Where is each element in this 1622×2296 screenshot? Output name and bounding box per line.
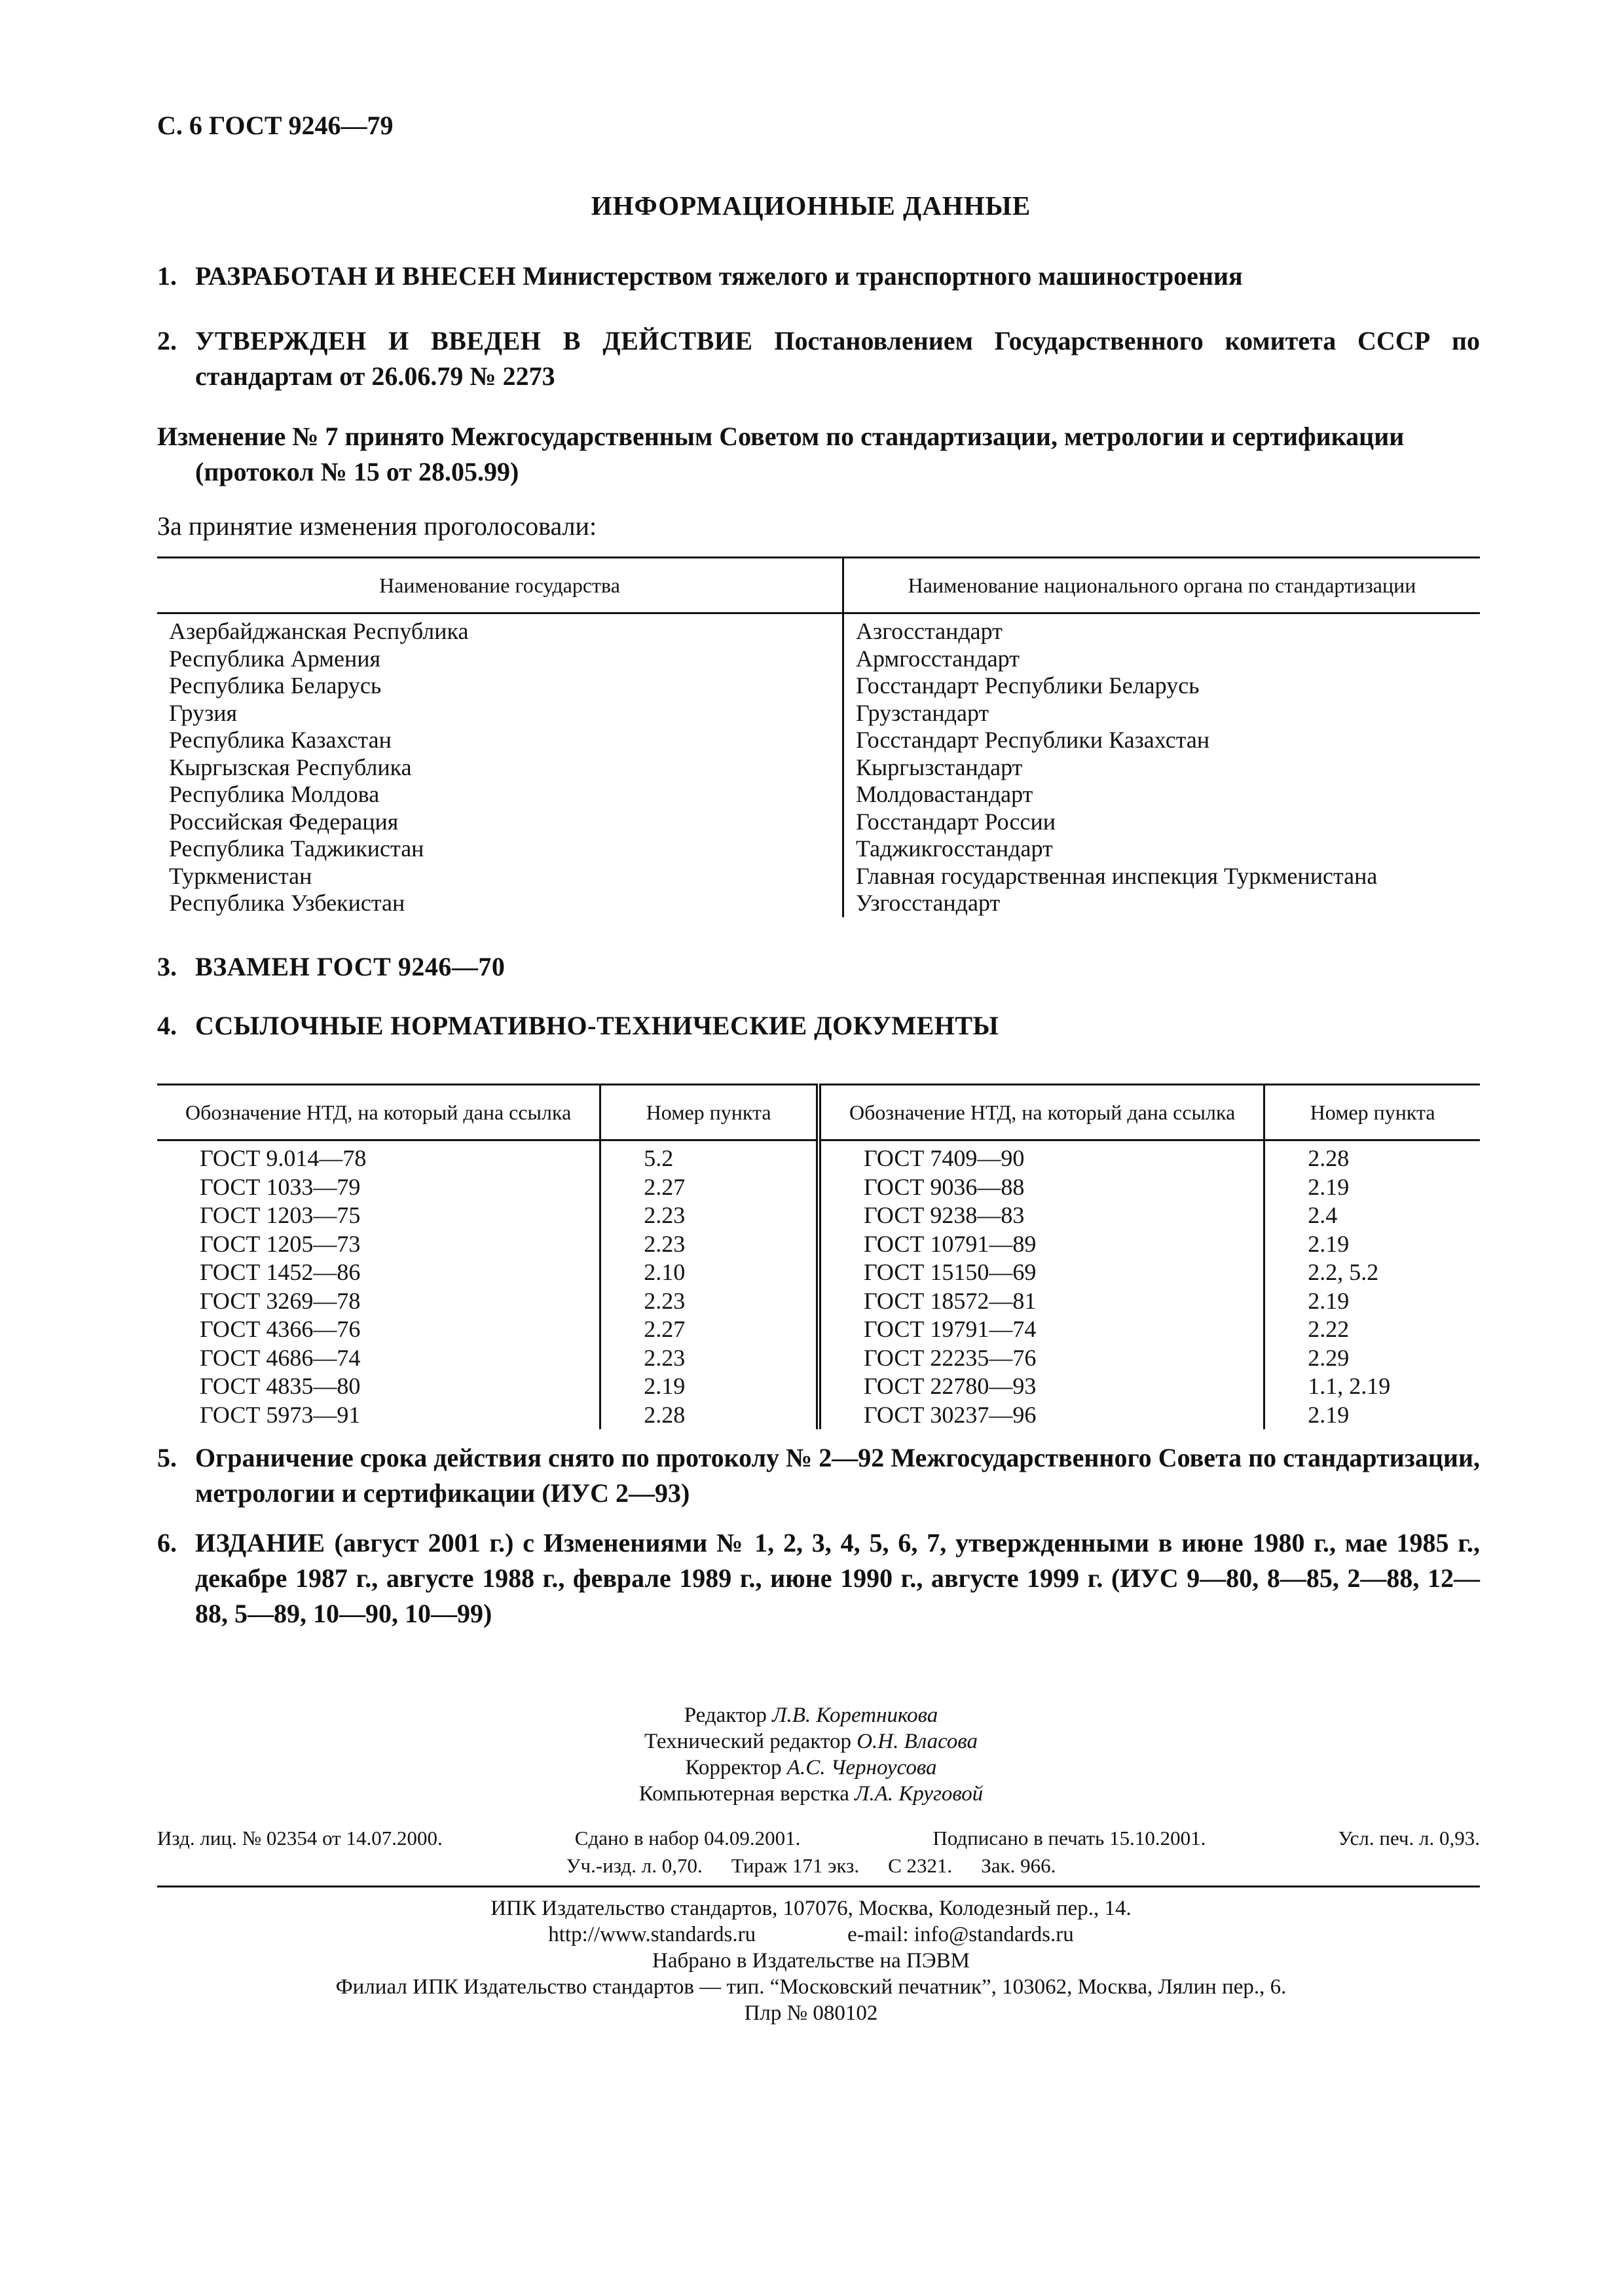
states-row <box>157 672 1480 700</box>
states-header-country: Наименование государства <box>157 558 843 613</box>
ref-row <box>157 1315 1480 1344</box>
print-sheets: Усл. печ. л. 0,93. <box>1338 1827 1480 1850</box>
ref-header-doc-left: Обозначение НТД, на который дана ссылка <box>157 1085 600 1140</box>
printer-license: Плр № 080102 <box>744 2001 878 2025</box>
states-header-body: Наименование национального органа по стандартизации <box>843 558 1481 613</box>
section-text: Ограничение срока действия снято по протоколу № 2—92 Межгосударственного Совета по стандартизации, метрологии и сертификации (ИУС 2—93) <box>195 1443 1480 1508</box>
publication-sheets: Уч.-изд. л. 0,70. <box>566 1854 703 1877</box>
ref-point: 2.28 <box>1308 1145 1350 1171</box>
state-name: Республика Беларусь <box>157 672 843 700</box>
section-4 <box>157 1008 1480 1044</box>
section-number: 1. <box>157 261 177 291</box>
vote-text: За принятие изменения проголосовали: <box>157 511 597 541</box>
amendment-line2: (протокол № 15 от 28.05.99) <box>195 457 519 486</box>
ref-point: 2.27 <box>600 1173 819 1202</box>
ref-row <box>157 1173 1480 1202</box>
publisher-website: http://www.standards.ru <box>548 1923 756 1946</box>
states-row <box>157 646 1480 673</box>
standards-body: Главная государственная инспекция Туркменистана <box>856 862 1378 889</box>
states-row <box>157 754 1480 782</box>
ref-header-point-left: Номер пункта <box>600 1085 819 1140</box>
ref-point: 2.19 <box>1308 1230 1350 1257</box>
ref-row <box>157 1201 1480 1230</box>
ref-row <box>157 1230 1480 1259</box>
ref-point: 2.23 <box>600 1287 819 1316</box>
page-title: ИНФОРМАЦИОННЫЕ ДАННЫЕ <box>591 191 1031 221</box>
ref-row <box>157 1344 1480 1373</box>
section-number: 3. <box>157 952 177 981</box>
section-3 <box>157 949 1480 985</box>
section-caps: ИЗДАНИЕ <box>195 1528 325 1558</box>
typeset-note: Набрано в Издательстве на ПЭВМ <box>652 1949 970 1973</box>
ref-point: 2.4 <box>1308 1202 1338 1228</box>
ref-doc: ГОСТ 19791—74 <box>819 1315 1264 1344</box>
ref-doc: ГОСТ 9036—88 <box>819 1173 1264 1202</box>
ref-point: 2.28 <box>600 1401 819 1430</box>
state-name: Республика Армения <box>157 646 843 673</box>
ref-point: 2.27 <box>600 1315 819 1344</box>
state-name: Туркменистан <box>157 863 843 890</box>
ref-doc: ГОСТ 4366—76 <box>157 1315 600 1344</box>
standards-body: Азгосстандарт <box>856 618 1003 644</box>
ref-point: 2.23 <box>600 1344 819 1373</box>
ref-row <box>157 1401 1480 1430</box>
states-row <box>157 890 1480 917</box>
divider <box>157 1886 1480 1887</box>
ref-doc: ГОСТ 1452—86 <box>157 1258 600 1287</box>
ref-point: 2.19 <box>1308 1173 1350 1200</box>
state-name: Республика Казахстан <box>157 727 843 754</box>
section-caps: РАЗРАБОТАН И ВНЕСЕН <box>195 261 517 291</box>
ref-doc: ГОСТ 1203—75 <box>157 1201 600 1230</box>
ref-header-point-right: Номер пункта <box>1264 1085 1480 1140</box>
state-name: Грузия <box>157 700 843 727</box>
ref-doc: ГОСТ 7409—90 <box>819 1140 1264 1173</box>
tech-editor-name: О.Н. Власова <box>857 1730 978 1753</box>
states-row <box>157 863 1480 890</box>
section-number: 5. <box>157 1443 177 1472</box>
ref-point: 2.19 <box>1308 1287 1350 1314</box>
states-row <box>157 809 1480 836</box>
references-table-body <box>157 1140 1480 1430</box>
ref-header-doc-right: Обозначение НТД, на который дана ссылка <box>819 1085 1264 1140</box>
section-text: ССЫЛОЧНЫЕ НОРМАТИВНО-ТЕХНИЧЕСКИЕ ДОКУМЕНТЫ <box>195 1011 999 1040</box>
ref-doc: ГОСТ 15150—69 <box>819 1258 1264 1287</box>
editorial-staff <box>0 1702 1622 1807</box>
ref-doc: ГОСТ 9238—83 <box>819 1201 1264 1230</box>
states-row <box>157 700 1480 727</box>
ref-doc: ГОСТ 10791—89 <box>819 1230 1264 1259</box>
states-table <box>157 556 1480 917</box>
state-name: Российская Федерация <box>157 809 843 836</box>
states-row <box>157 613 1480 646</box>
section-5 <box>157 1440 1480 1511</box>
state-name: Республика Молдова <box>157 781 843 809</box>
corrector-label: Корректор <box>685 1756 782 1779</box>
standards-body: Госстандарт России <box>856 808 1056 835</box>
ref-doc: ГОСТ 30237—96 <box>819 1401 1264 1430</box>
ref-point: 2.23 <box>600 1201 819 1230</box>
ref-point: 2.22 <box>1308 1316 1350 1342</box>
standards-body: Молдовастандарт <box>856 781 1033 807</box>
ref-doc: ГОСТ 9.014—78 <box>157 1140 600 1173</box>
ref-point: 2.29 <box>1308 1344 1350 1371</box>
ref-doc: ГОСТ 3269—78 <box>157 1287 600 1316</box>
section-number: 6. <box>157 1528 177 1558</box>
print-run: Тираж 171 экз. <box>731 1854 860 1877</box>
c-number: С 2321. <box>888 1854 953 1877</box>
ref-doc: ГОСТ 22235—76 <box>819 1344 1264 1373</box>
ref-row <box>157 1287 1480 1316</box>
ref-point: 1.1, 2.19 <box>1308 1373 1391 1399</box>
tech-editor-label: Технический редактор <box>644 1730 851 1753</box>
states-row <box>157 835 1480 863</box>
section-number: 2. <box>157 326 177 355</box>
standards-body: Кыргызстандарт <box>856 754 1023 780</box>
section-1 <box>157 259 1480 294</box>
ref-point: 2.2, 5.2 <box>1308 1259 1379 1285</box>
editor-name: Л.В. Коретникова <box>772 1704 938 1727</box>
ref-doc: ГОСТ 5973—91 <box>157 1401 600 1430</box>
standards-body: Армгосстандарт <box>856 645 1020 672</box>
layout-name: Л.А. Круговой <box>855 1782 984 1806</box>
state-name: Республика Узбекистан <box>157 890 843 917</box>
state-name: Республика Таджикистан <box>157 835 843 863</box>
amendment-note <box>157 419 1480 490</box>
corrector-name: А.С. Черноусова <box>786 1756 937 1779</box>
imprint-line-2 <box>0 1854 1622 1878</box>
imprint-line-1 <box>157 1827 1480 1850</box>
publisher-info <box>0 1895 1622 2026</box>
section-number: 4. <box>157 1011 177 1040</box>
section-text: Постановлением Государственного комитета СССР по стандартам от 26.06.79 № 2273 <box>195 326 1481 391</box>
page-header: С. 6 ГОСТ 9246—79 <box>157 111 394 140</box>
states-table-body <box>157 613 1480 917</box>
ref-point: 2.10 <box>600 1258 819 1287</box>
standards-body: Таджикгосстандарт <box>856 835 1053 862</box>
standards-body: Грузстандарт <box>856 699 989 726</box>
layout-label: Компьютерная верстка <box>638 1782 849 1806</box>
ref-doc: ГОСТ 4686—74 <box>157 1344 600 1373</box>
ref-point: 2.19 <box>1308 1401 1350 1428</box>
section-text: Министерством тяжелого и транспортного машиностроения <box>516 261 1243 291</box>
ref-row <box>157 1258 1480 1287</box>
states-row <box>157 727 1480 754</box>
section-text: (август 2001 г.) с Изменениями № 1, 2, 3, 4, 5, 6, 7, утвержденными в июне 1980 г., мае 1985 г., декабре 1987 г., августе 1988 г., феврале 1989 г., июне 1990 г., августе 1999 г. (ИУС 9—80, 8—85, 2—88, 12—88, 5—89, 10—90, 10—99) <box>195 1528 1480 1628</box>
ref-doc: ГОСТ 22780—93 <box>819 1372 1264 1401</box>
ref-point: 5.2 <box>600 1140 819 1173</box>
states-row <box>157 781 1480 809</box>
order-number: Зак. 966. <box>981 1854 1056 1877</box>
state-name: Кыргызская Республика <box>157 754 843 782</box>
ref-row <box>157 1140 1480 1173</box>
section-6 <box>157 1525 1480 1631</box>
ref-doc: ГОСТ 4835—80 <box>157 1372 600 1401</box>
editor-label: Редактор <box>684 1704 767 1727</box>
section-2 <box>157 323 1480 394</box>
state-name: Азербайджанская Республика <box>157 613 843 646</box>
standards-body: Госстандарт Республики Казахстан <box>856 727 1210 753</box>
ref-doc: ГОСТ 1205—73 <box>157 1230 600 1259</box>
standards-body: Узгосстандарт <box>856 890 1001 916</box>
ref-row <box>157 1372 1480 1401</box>
publisher-address: ИПК Издательство стандартов, 107076, Москва, Колодезный пер., 14. <box>490 1897 1132 1920</box>
references-table <box>157 1084 1480 1429</box>
license: Изд. лиц. № 02354 от 14.07.2000. <box>157 1827 443 1850</box>
ref-point: 2.19 <box>600 1372 819 1401</box>
sent-to-typeset: Сдано в набор 04.09.2001. <box>574 1827 801 1850</box>
amendment-line1: Изменение № 7 принято Межгосударственным Советом по стандартизации, метрологии и сертификации <box>157 422 1405 451</box>
ref-doc: ГОСТ 1033—79 <box>157 1173 600 1202</box>
ref-doc: ГОСТ 18572—81 <box>819 1287 1264 1316</box>
section-text: ВЗАМЕН ГОСТ 9246—70 <box>195 952 506 981</box>
printer-address: Филиал ИПК Издательство стандартов — тип. “Московский печатник”, 103062, Москва, Лялин пер., 6. <box>335 1975 1287 1999</box>
publisher-email: e-mail: info@standards.ru <box>847 1923 1074 1946</box>
signed-to-print: Подписано в печать 15.10.2001. <box>932 1827 1206 1850</box>
standards-body: Госстандарт Республики Беларусь <box>856 672 1200 699</box>
section-caps: УТВЕРЖДЕН И ВВЕДЕН В ДЕЙСТВИЕ <box>195 326 753 355</box>
ref-point: 2.23 <box>600 1230 819 1259</box>
